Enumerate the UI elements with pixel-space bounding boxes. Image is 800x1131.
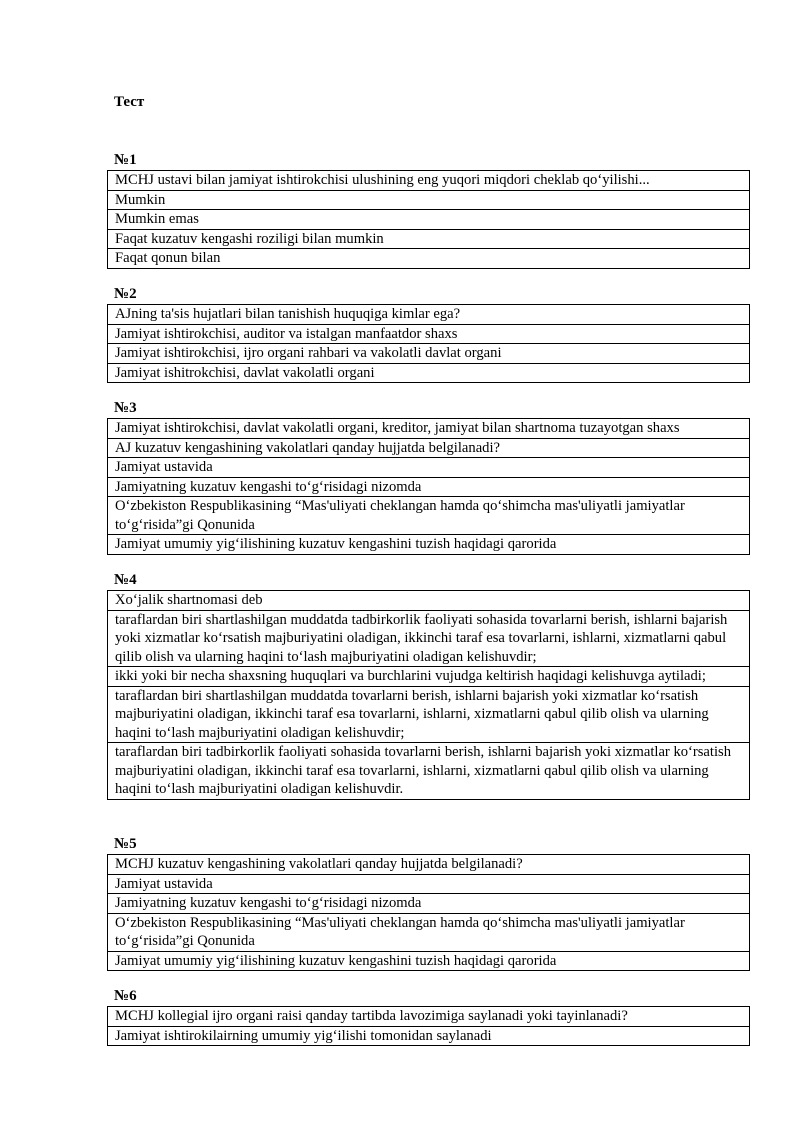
table-row [108, 363, 750, 383]
answer-option: Jamiyat ishtirokilairning umumiy yig‘ilishi tomonidan saylanadi [108, 1026, 750, 1046]
question-block-5 [107, 835, 750, 971]
question-table [107, 304, 750, 383]
table-row [108, 874, 750, 894]
table-row [108, 610, 750, 667]
question-text: Xo‘jalik shartnomasi deb [108, 591, 750, 611]
answer-option: Mumkin [108, 190, 750, 210]
answer-option: O‘zbekiston Respublikasining “Mas'uliyati cheklangan hamda qo‘shimcha mas'uliyatli jamiyatlar to‘g‘risida”gi Qonunida [108, 497, 750, 535]
question-number: №1 [114, 152, 137, 168]
table-row [108, 591, 750, 611]
table-row [108, 171, 750, 191]
answer-option: Jamiyat umumiy yig‘ilishining kuzatuv kengashini tuzish haqidagi qarorida [108, 951, 750, 971]
answer-option: Jamiyat ishtirokchisi, davlat vakolatli organi, kreditor, jamiyat bilan shartnoma tuzayotgan shaxs [108, 419, 750, 439]
question-table [107, 1006, 750, 1046]
answer-option: taraflardan biri shartlashilgan muddatda tadbirkorlik faoliyati sohasida tovarlarni berish, ishlarni bajarish yoki xizmatlar ko‘rsatish majburiyatini oladigan, ikkinchi taraf esa tovarlarni, ishlarni, xizmatlarni qabul qilib olish va ularning haqini to‘lash majburiyatini oladigan kelishuvdir; [108, 610, 750, 667]
answer-option: ikki yoki bir necha shaxsning huquqlari va burchlarini vujudga keltirish haqidagi kelishuvga aytiladi; [108, 667, 750, 687]
question-table [107, 418, 750, 555]
question-block-2 [107, 285, 750, 383]
table-row [108, 305, 750, 325]
table-row [108, 855, 750, 875]
table-row [108, 229, 750, 249]
question-text: AJ kuzatuv kengashining vakolatlari qanday hujjatda belgilanadi? [108, 438, 750, 458]
question-block-3 [107, 399, 750, 555]
answer-option: Faqat qonun bilan [108, 249, 750, 269]
table-row [108, 951, 750, 971]
question-number: №3 [114, 400, 137, 416]
answer-option: taraflardan biri shartlashilgan muddatda tovarlarni berish, ishlarni bajarish yoki xizmatlar ko‘rsatish majburiyatini oladigan, ikkinchi taraf esa tovarlarni, ishlarni, xizmatlarni qabul qilib olish va ularning haqini to‘lash majburiyatini oladigan kelishuvdir; [108, 686, 750, 743]
question-number: №5 [114, 836, 137, 852]
answer-option: Jamiyat ishitrokchisi, davlat vakolatli organi [108, 363, 750, 383]
table-row [108, 1026, 750, 1046]
answer-option: Mumkin emas [108, 210, 750, 230]
question-text: MCHJ kuzatuv kengashining vakolatlari qanday hujjatda belgilanadi? [108, 855, 750, 875]
answer-option: Faqat kuzatuv kengashi roziligi bilan mumkin [108, 229, 750, 249]
answer-option: O‘zbekiston Respublikasining “Mas'uliyati cheklangan hamda qo‘shimcha mas'uliyatli jamiyatlar to‘g‘risida”gi Qonunida [108, 913, 750, 951]
answer-option: Jamiyat ishtirokchisi, ijro organi rahbari va vakolatli davlat organi [108, 344, 750, 364]
table-row [108, 686, 750, 743]
table-row [108, 324, 750, 344]
answer-option: Jamiyatning kuzatuv kengashi to‘g‘risidagi nizomda [108, 894, 750, 914]
table-row [108, 419, 750, 439]
question-number: №2 [114, 286, 137, 302]
table-row [108, 190, 750, 210]
table-row [108, 667, 750, 687]
table-row [108, 477, 750, 497]
table-row [108, 210, 750, 230]
table-row [108, 894, 750, 914]
table-row [108, 458, 750, 478]
question-table [107, 170, 750, 269]
document-title: Тест [114, 94, 145, 110]
answer-option: Jamiyatning kuzatuv kengashi to‘g‘risidagi nizomda [108, 477, 750, 497]
table-row [108, 249, 750, 269]
question-text: MCHJ kollegial ijro organi raisi qanday tartibda lavozimiga saylanadi yoki tayinlanadi? [108, 1007, 750, 1027]
question-table [107, 590, 750, 800]
question-number: №4 [114, 572, 137, 588]
question-table [107, 854, 750, 971]
question-block-1 [107, 151, 750, 269]
table-row [108, 743, 750, 800]
answer-option: Jamiyat ishtirokchisi, auditor va istalgan manfaatdor shaxs [108, 324, 750, 344]
table-row [108, 1007, 750, 1027]
answer-option: Jamiyat ustavida [108, 874, 750, 894]
answer-option: Jamiyat umumiy yig‘ilishining kuzatuv kengashini tuzish haqidagi qarorida [108, 535, 750, 555]
table-row [108, 344, 750, 364]
table-row [108, 913, 750, 951]
question-number: №6 [114, 988, 137, 1004]
answer-option: Jamiyat ustavida [108, 458, 750, 478]
table-row [108, 438, 750, 458]
question-block-4 [107, 571, 750, 800]
question-text: AJning ta'sis hujatlari bilan tanishish huquqiga kimlar ega? [108, 305, 750, 325]
question-text: MCHJ ustavi bilan jamiyat ishtirokchisi ulushining eng yuqori miqdori cheklab qo‘yilishi... [108, 171, 750, 191]
answer-option: taraflardan biri tadbirkorlik faoliyati sohasida tovarlarni berish, ishlarni bajarish yoki xizmatlar ko‘rsatish majburiyatini oladigan, ikkinchi taraf esa tovarlarni, ishlarni, xizmatlarni qabul qilib olish va ularning haqini to‘lash majburiyatini oladigan kelishuvdir. [108, 743, 750, 800]
table-row [108, 497, 750, 535]
table-row [108, 535, 750, 555]
question-block-6 [107, 987, 750, 1046]
